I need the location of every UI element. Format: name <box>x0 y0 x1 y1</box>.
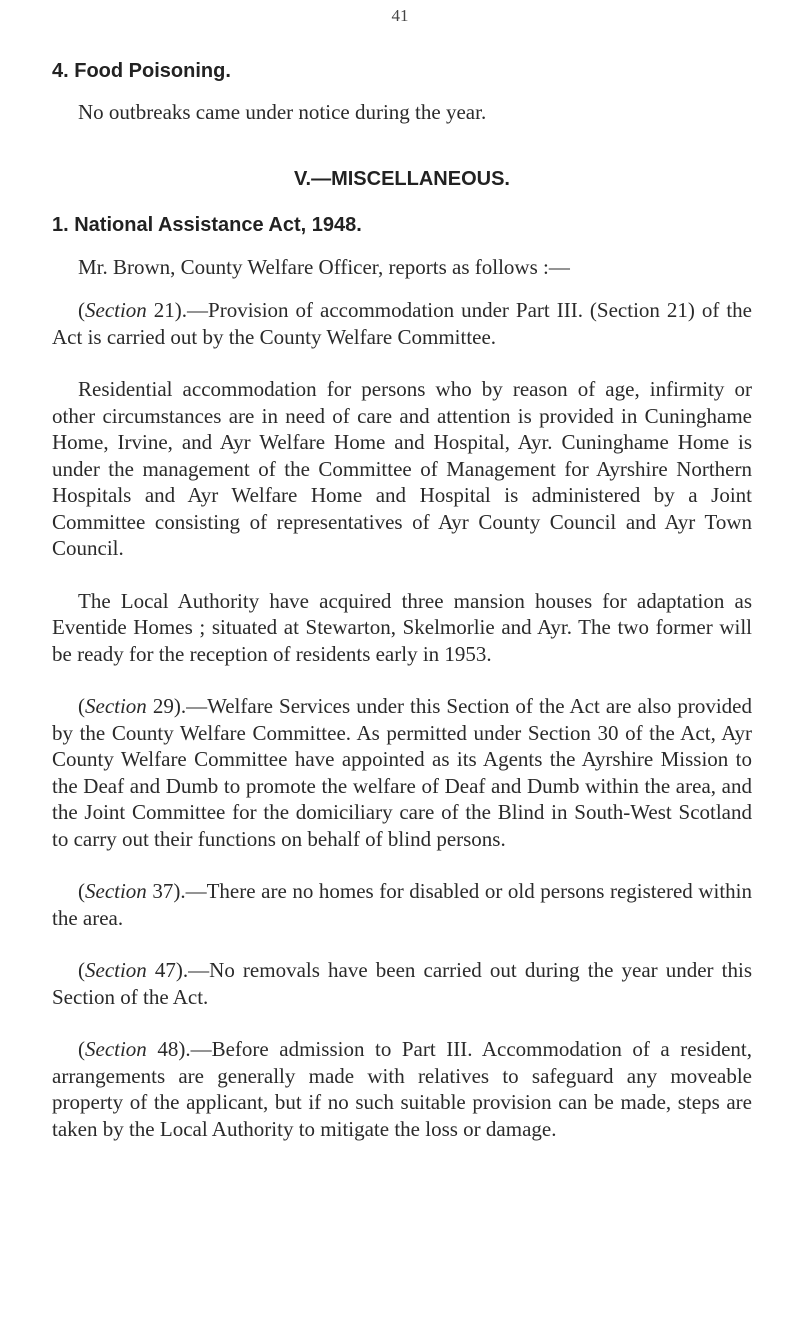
paragraph-text: 21).—Provision of accommodation under Part III. (Section 21) of the Act is carried out by the County Welfare Committee. <box>52 298 752 349</box>
food-poisoning-heading: 4. Food Poisoning. <box>52 60 231 82</box>
section-48-paragraph: (Section 48).—Before admission to Part III. Accommodation of a resident, arrangements are generally made with relatives to safeguard any moveable property of the applicant, but if no such suitable provision can be made, steps are taken by the Local Authority to mitigate the loss or damage. <box>52 1037 752 1141</box>
section-21-paragraph: (Section 21).—Provision of accommodation under Part III. (Section 21) of the Act is carried out by the County Welfare Committee. <box>52 298 752 349</box>
food-poisoning-text: No outbreaks came under notice during the year. <box>78 100 487 124</box>
paragraph-text: 48).—Before admission to Part III. Accommodation of a resident, arrangements are generally made with relatives to safeguard any moveable property of the applicant, but if no such suitable provision can be made, steps are taken by the Local Authority to mitigate the loss or damage. <box>52 1037 752 1141</box>
paragraph-text: 29).—Welfare Services under this Section of the Act are also provided by the County Welfare Committee. As permitted under Section 30 of the Act, Ayr County Welfare Committee have appointed as its Agents the Ayrshire Mission to the Deaf and Dumb to promote the welfare of Deaf and Dumb within the area, and the Joint Committee for the domiciliary care of the Blind in South-West Scotland to carry out their functions on behalf of blind persons. <box>52 694 752 851</box>
page-content <box>52 60 752 1142</box>
mansion-houses-paragraph: The Local Authority have acquired three mansion houses for adaptation as Eventide Homes ; situated at Stewarton, Skelmorlie and Ayr. The two former will be ready for the reception of residents early in 1953. <box>52 588 752 666</box>
paragraph-text: 47).—No removals have been carried out during the year under this Section of the Act. <box>52 958 752 1009</box>
section-ref: Section <box>85 298 147 322</box>
section-ref: Section <box>85 879 147 903</box>
section-37-paragraph: (Section 37).—There are no homes for disabled or old persons registered within the area. <box>52 879 752 930</box>
section-ref: Section <box>85 1037 147 1061</box>
section-ref: Section <box>85 958 147 982</box>
section-ref: Section <box>85 694 147 718</box>
section-47-paragraph: (Section 47).—No removals have been carried out during the year under this Section of the Act. <box>52 958 752 1009</box>
residential-paragraph: Residential accommodation for persons who by reason of age, infirmity or other circumstances are in need of care and attention is provided in Cuninghame Home, Irvine, and Ayr Welfare Home and Hospital, Ayr. Cuninghame Home is under the management of the Committee of Management for Ayrshire Northern Hospitals and Ayr Welfare Home and Hospital is administered by a Joint Committee consisting of representatives of Ayr County Council and Ayr Town Council. <box>52 377 752 560</box>
miscellaneous-title: V.—MISCELLANEOUS. <box>294 167 510 190</box>
intro-paragraph: Mr. Brown, County Welfare Officer, reports as follows :— <box>78 254 570 279</box>
page-number: 41 <box>391 6 409 25</box>
section-29-paragraph: (Section 29).—Welfare Services under this Section of the Act are also provided by the County Welfare Committee. As permitted under Section 30 of the Act, Ayr County Welfare Committee have appointed as its Agents the Ayrshire Mission to the Deaf and Dumb to promote the welfare of Deaf and Dumb within the area, and the Joint Committee for the domiciliary care of the Blind in South-West Scotland to carry out their functions on behalf of blind persons. <box>52 694 752 851</box>
paragraph-text: 37).—There are no homes for disabled or old persons registered within the area. <box>52 879 752 930</box>
national-assistance-heading: 1. National Assistance Act, 1948. <box>52 213 362 236</box>
